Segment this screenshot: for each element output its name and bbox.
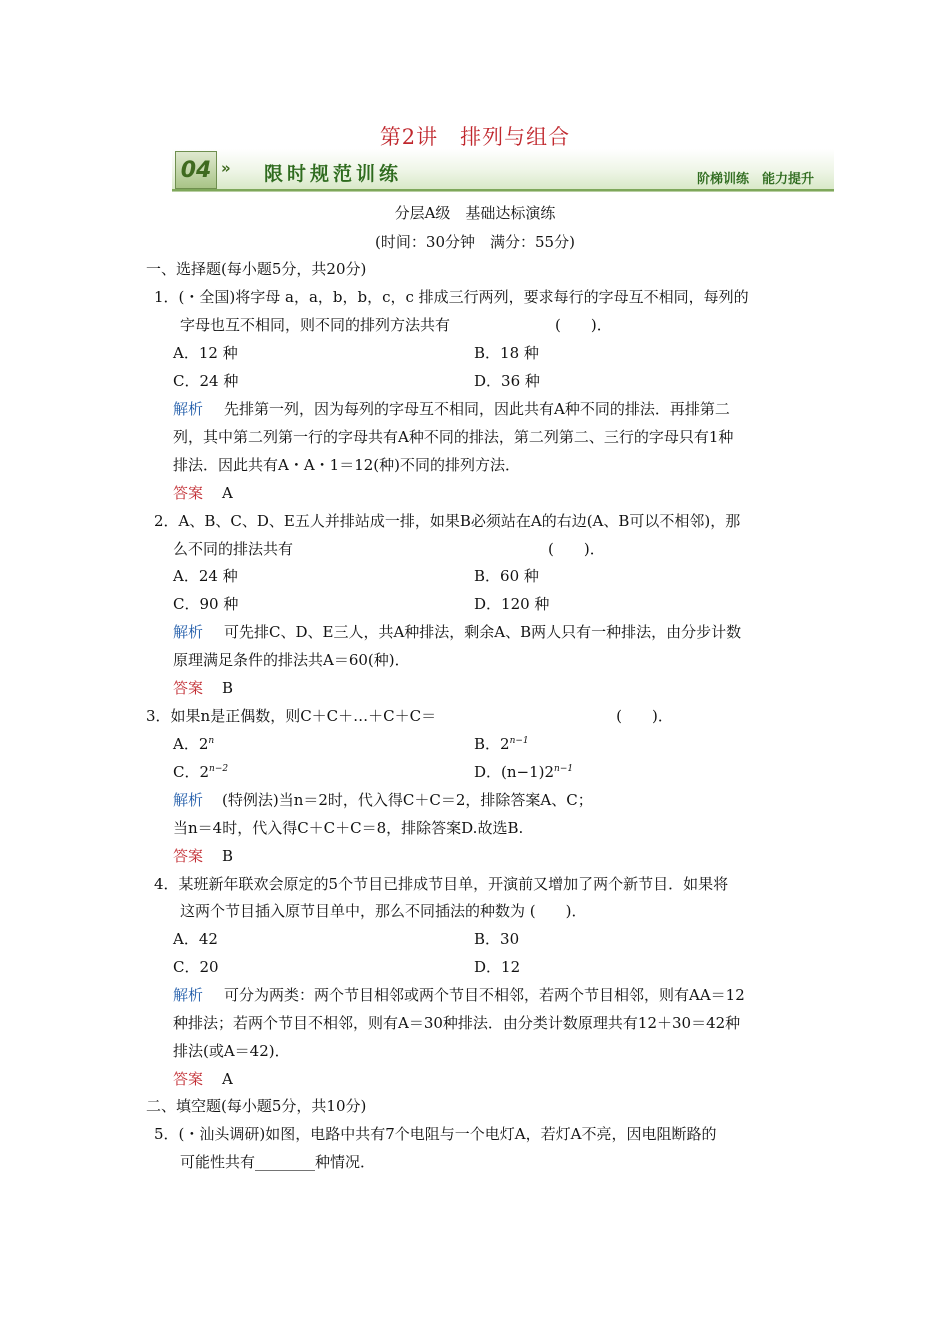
answer-label: 答案 — [173, 679, 204, 697]
banner-subtitle: 阶梯训练 能力提升 — [696, 172, 814, 187]
answer-value: A — [222, 484, 233, 502]
jiexi-text: 排法(或A＝42)． — [173, 1042, 290, 1060]
chevron-right-icon: » — [221, 159, 231, 177]
time-score: (时间：30分钟 满分：55分) — [375, 233, 575, 251]
option-a-exponent: n — [208, 736, 215, 746]
section-heading-choice: 一、选择题(每小题5分，共20分) — [146, 260, 367, 278]
banner-number: 04 — [175, 151, 217, 189]
jiexi-text: 排法．因此共有A・A・1＝12(种)不同的排列方法． — [173, 456, 521, 474]
answer-label: 答案 — [173, 847, 204, 865]
option-c — [173, 762, 228, 782]
option-b — [474, 734, 529, 754]
level-heading: 分层A级 基础达标演练 — [394, 204, 556, 222]
option-d — [474, 762, 573, 782]
page-title: 第2讲 排列与组合 — [379, 125, 571, 149]
option-d-text: D．(n−1)2 — [474, 763, 555, 781]
jiexi-text: 可分为两类：两个节目相邻或两个节目不相邻，若两个节目相邻，则有AA＝12 — [224, 986, 745, 1004]
question-text: 4．某班新年联欢会原定的5个节目已排成节目单，开演前又增加了两个新节目．如果将 — [154, 875, 729, 893]
jiexi-text: 种排法；若两个节目不相邻，则有A＝30种排法．由分类计数原理共有12＋30＝42种 — [173, 1014, 741, 1032]
option-a: A．12 种 — [173, 344, 238, 362]
jiexi-text: 原理满足条件的排法共A＝60(种)． — [173, 651, 410, 669]
jiexi-label: 解析 — [173, 400, 204, 418]
answer-value: B — [222, 847, 234, 865]
option-c-text: C．2 — [173, 763, 210, 781]
answer-value: B — [222, 679, 234, 697]
question-text: 可能性共有________种情况． — [180, 1153, 376, 1171]
jiexi-label: 解析 — [173, 623, 204, 641]
jiexi-text: 列，其中第二列第一行的字母共有A种不同的排法，第二列第二、三行的字母只有1种 — [173, 428, 734, 446]
option-b-exponent: n−1 — [509, 736, 529, 746]
section-banner — [172, 149, 834, 193]
option-a — [173, 734, 214, 754]
answer-value: A — [222, 1070, 233, 1088]
question-text: 1．(・全国)将字母 a，a，b，b，c，c 排成三行两列，要求每行的字母互不相同，每列的 — [154, 288, 749, 306]
question-text: 么不同的排法共有 ( )． — [173, 540, 605, 558]
jiexi-text: 可先排C、D、E三人，共A种排法，剩余A、B两人只有一种排法，由分步计数 — [224, 623, 742, 641]
option-d-exponent: n−1 — [554, 764, 574, 774]
option-d: D．36 种 — [474, 372, 540, 390]
option-c: C．20 — [173, 958, 219, 976]
option-c: C．24 种 — [173, 372, 239, 390]
option-b: B．18 种 — [474, 344, 539, 362]
option-a: A．42 — [173, 930, 218, 948]
option-c-exponent: n−2 — [209, 764, 229, 774]
jiexi-label: 解析 — [173, 791, 204, 809]
jiexi-text: (特例法)当n＝2时，代入得C＋C＝2，排除答案A、C； — [222, 791, 593, 809]
jiexi-text: 当n＝4时，代入得C＋C＋C＝8，排除答案D.故选B. — [173, 819, 524, 837]
option-b-text: B．2 — [474, 735, 510, 753]
option-d: D．12 — [474, 958, 521, 976]
option-c: C．90 种 — [173, 595, 239, 613]
question-text: 2．A、B、C、D、E五人并排站成一排，如果B必须站在A的右边(A、B可以不相邻)，那 — [154, 512, 741, 530]
question-text: 5．(・汕头调研)如图，电路中共有7个电阻与一个电灯A，若灯A不亮，因电阻断路的 — [154, 1125, 717, 1143]
question-text: 字母也互不相同，则不同的排列方法共有 ( )． — [180, 316, 612, 334]
banner-title: 限时规范训练 — [264, 163, 403, 185]
banner-underline — [172, 191, 834, 192]
option-b: B．60 种 — [474, 567, 539, 585]
jiexi-text: 先排第一列，因为每列的字母互不相同，因此共有A种不同的排法．再排第二 — [224, 400, 730, 418]
section-heading-fill: 二、填空题(每小题5分，共10分) — [146, 1097, 367, 1115]
jiexi-label: 解析 — [173, 986, 204, 1004]
answer-label: 答案 — [173, 484, 204, 502]
question-text: 3．如果n是正偶数，则C＋C＋…＋C＋C＝ ( )． — [146, 707, 673, 725]
question-text: 这两个节目插入原节目单中，那么不同插法的种数为 ( )． — [180, 902, 587, 920]
answer-label: 答案 — [173, 1070, 204, 1088]
option-b: B．30 — [474, 930, 520, 948]
option-a: A．24 种 — [173, 567, 238, 585]
option-a-text: A．2 — [173, 735, 209, 753]
option-d: D．120 种 — [474, 595, 550, 613]
